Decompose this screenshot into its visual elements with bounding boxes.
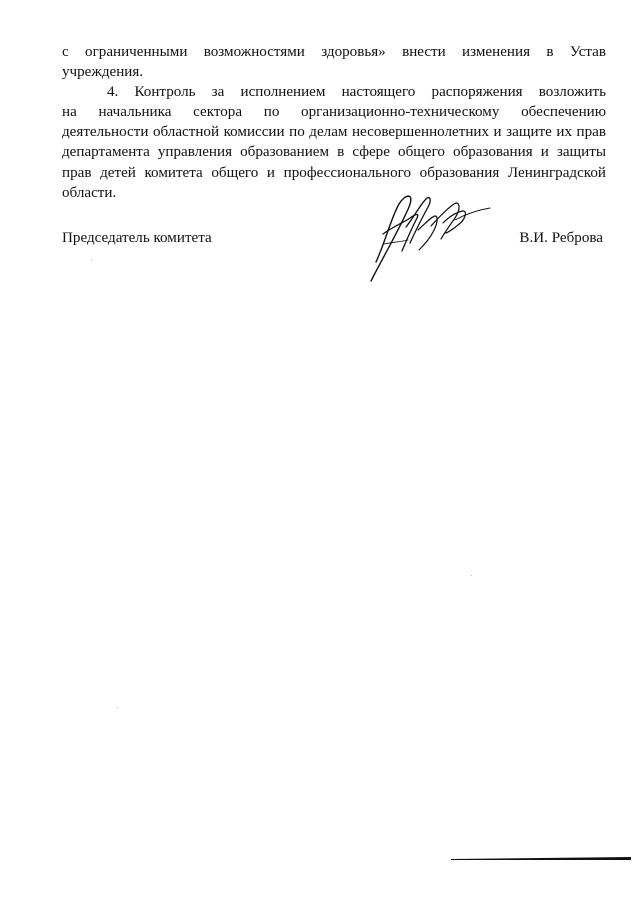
signer-name: В.И. Реброва <box>519 230 603 246</box>
paragraph-4-line-6: области. <box>62 184 117 201</box>
continuation-line-1: с ограниченными возможностями здоровья» внести изменения в Устав <box>62 44 606 60</box>
signature-block <box>62 228 606 256</box>
scan-dot <box>91 260 92 261</box>
paragraph-4-line-4: департамента управления образованием в сфере общего образования и защиты <box>62 144 606 161</box>
document-body <box>62 42 606 203</box>
scan-dot <box>117 707 118 708</box>
paragraph-4-line-3: деятельности областной комиссии по делам несовершеннолетних и защите их прав <box>62 124 606 141</box>
paragraph-4-line-5: прав детей комитета общего и профессионального образования Ленинградской <box>62 164 606 181</box>
signer-role: Председатель комитета <box>62 230 212 246</box>
paragraph-4-line-1: 4. Контроль за исполнением настоящего распоряжения возложить <box>107 84 606 101</box>
bottom-scan-rule <box>451 855 631 861</box>
paragraph-4-line-2: на начальника сектора по организационно-техническому обеспечению <box>62 104 606 121</box>
continuation-line-2: учреждения. <box>62 64 144 81</box>
scan-dot <box>471 575 472 576</box>
